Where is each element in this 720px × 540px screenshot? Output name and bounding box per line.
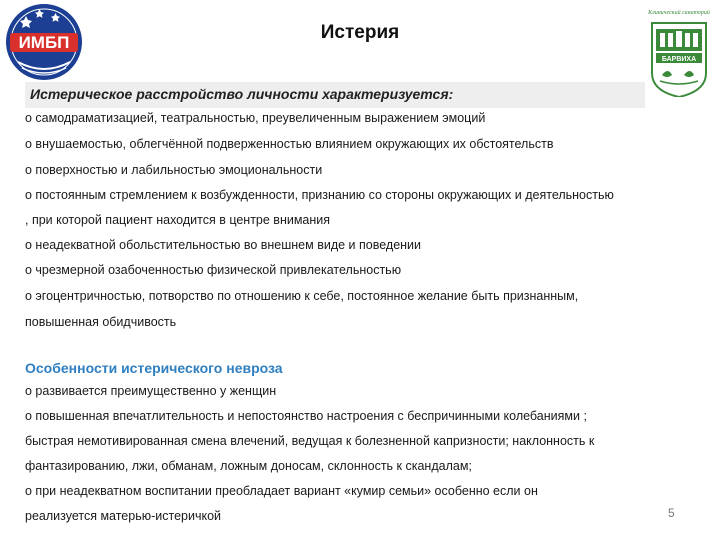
continuation-line: , при которой пациент находится в центре внимания bbox=[25, 213, 331, 227]
continuation-line: фантазированию, лжи, обманам, ложным доносам, склонность к скандалам; bbox=[25, 459, 472, 473]
imbp-logo-text: ИМБП bbox=[18, 33, 70, 52]
bullet-line: o эгоцентричностью, потворство по отношению к себе, постоянное желание быть признанным, bbox=[25, 289, 579, 303]
continuation-line: реализуется матерью-истеричкой bbox=[25, 509, 222, 523]
bullet-line: o постоянным стремлением к возбужденности, признанию со стороны окружающих и деятельностью bbox=[25, 188, 614, 202]
page-number: 5 bbox=[668, 506, 675, 520]
section-heading-personality-text: Истерическое расстройство личности характеризуется: bbox=[30, 86, 454, 102]
barvikha-name: БАРВИХА bbox=[661, 56, 697, 63]
bullet-line: o повышенная впечатлительность и непостоянство настроения с беспричинными колебаниями ; bbox=[25, 409, 587, 423]
bullet-line: o внушаемостью, облегчённой подверженностью влиянием окружающих их обстоятельств bbox=[25, 137, 554, 151]
bullet-line: o поверхностью и лабильностью эмоциональности bbox=[25, 163, 323, 177]
section-heading-personality bbox=[25, 82, 645, 108]
bullet-line: o неадекватной обольстительностью во внешнем виде и поведении bbox=[25, 238, 422, 252]
bullet-line: o самодраматизацией, театральностью, преувеличенным выражением эмоций bbox=[25, 111, 486, 125]
page-title: Истерия bbox=[320, 22, 400, 43]
bullet-line: o развивается преимущественно у женщин bbox=[25, 384, 277, 398]
bullet-line: o чрезмерной озабоченностью физической привлекательностью bbox=[25, 263, 402, 277]
barvikha-subtitle: Клинический санаторий bbox=[648, 10, 710, 16]
continuation-line: быстрая немотивированная смена влечений, ведущая к болезненной капризности; наклонность к bbox=[25, 434, 595, 448]
bullet-line: o при неадекватном воспитании преобладает вариант «кумир семьи» особенно если он bbox=[25, 484, 538, 498]
barvikha-logo bbox=[648, 5, 710, 97]
section-heading-neurosis: Особенности истерического невроза bbox=[25, 360, 283, 376]
continuation-line: повышенная обидчивость bbox=[25, 315, 177, 329]
